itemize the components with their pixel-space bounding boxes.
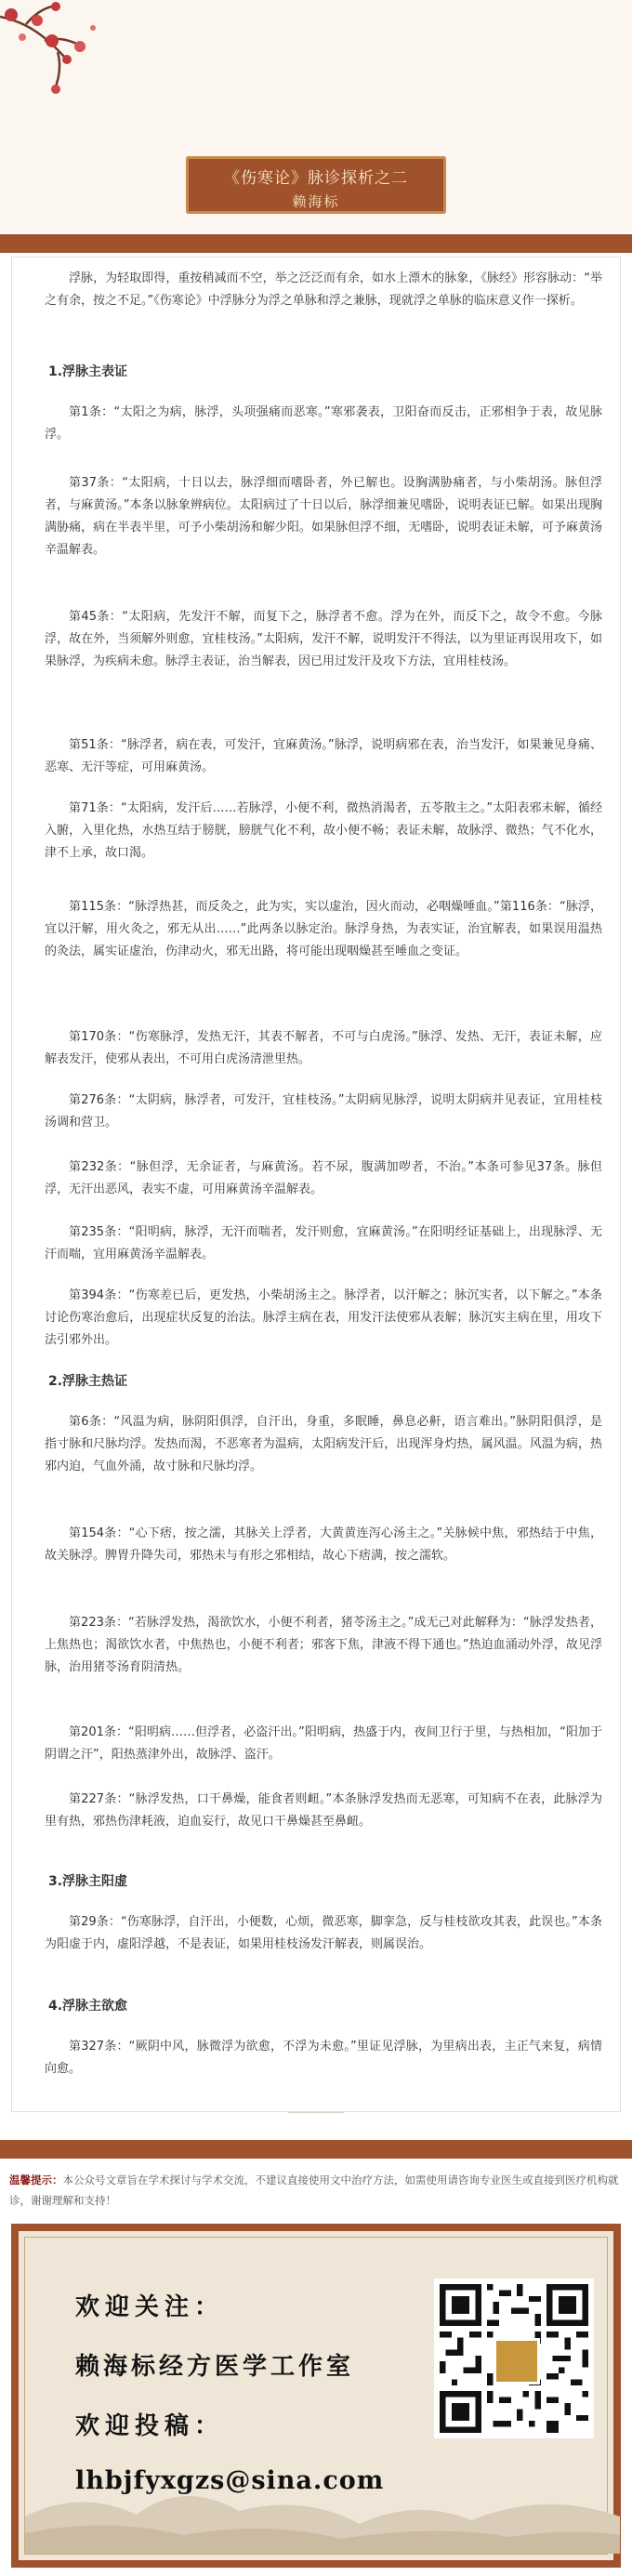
paragraph: 第276条：“太阴病，脉浮者，可发汗，宜桂枝汤。”太阴病见脉浮，说明太阴病并见表证，宜用桂枝汤调和营卫。 bbox=[45, 1093, 602, 1129]
paragraph: 第223条：“若脉浮发热，渴欲饮水，小便不利者，猪苓汤主之。”成无己对此解释为：“脉浮发热者，上焦热也；渴欲饮水者，中焦热也，小便不利者；邪客下焦，津液不得下通也。”热迫血涌动外浮，故见浮脉，治用猪苓汤育阴清热。 bbox=[45, 1616, 602, 1674]
paragraph: 第29条：“伤寒脉浮，自汗出，小便数，心烦，微恶寒，脚挛急，反与桂枝欲攻其表，此误也。”本条为阳虚于内，虚阳浮越，不是表证，如果用桂枝汤发汗解表，则属误治。 bbox=[45, 1915, 602, 1951]
section-heading: 4.浮脉主欲愈 bbox=[48, 1999, 128, 2014]
qr-center-logo bbox=[494, 2338, 540, 2384]
paragraph: 第201条：“阳明病……但浮者，必盗汗出。”阳明病，热盛于内，夜间卫行于里，与热相加，“阳加于阴谓之汗”，阳热蒸津外出，故脉浮、盗汗。 bbox=[45, 1725, 602, 1762]
paragraph: 第235条：“阳明病，脉浮，无汗而喘者，发汗则愈，宜麻黄汤。”在阳明经证基础上，出现脉浮、无汗而喘，宜用麻黄汤辛温解表。 bbox=[45, 1225, 602, 1262]
notice bbox=[9, 2170, 623, 2211]
paragraph: 浮脉，为轻取即得，重按稍减而不空，举之泛泛而有余，如水上漂木的脉象，《脉经》形容脉动：“举之有余，按之不足。”《伤寒论》中浮脉分为浮之单脉和浮之兼脉，现就浮之单脉的临床意义作一探析。 bbox=[45, 271, 602, 308]
paragraph: 第71条：“太阳病，发汗后……若脉浮，小便不利，微热消渴者，五苓散主之。”太阳表邪未解，循经入腑，入里化热，水热互结于膀胱，膀胱气化不利，故小便不畅；表证未解，故脉浮、微热；气不化水，津不上承，故口渴。 bbox=[45, 801, 602, 860]
paragraph: 第45条：“太阳病，先发汗不解，而复下之，脉浮者不愈。浮为在外，而反下之，故令不愈。今脉浮，故在外，当须解外则愈，宜桂枝汤。”太阳病，发汗不解，说明发汗不得法，以为里证再误用攻下，如果脉浮，为疾病未愈。脉浮主表证，治当解表，因已用过发汗及攻下方法，宜用桂枝汤。 bbox=[45, 610, 602, 668]
qr-code-icon bbox=[434, 2279, 594, 2438]
paragraph: 第154条：“心下痞，按之濡，其脉关上浮者，大黄黄连泻心汤主之。”关脉候中焦，邪热结于中焦，故关脉浮。脾胃升降失司，邪热未与有形之邪相结，故心下痞满，按之濡软。 bbox=[45, 1526, 602, 1563]
paragraph: 第6条：“风温为病，脉阴阳俱浮，自汗出，身重，多眠睡，鼻息必鼾，语言难出。”脉阴阳俱浮，是指寸脉和尺脉均浮。发热而渴，不恶寒者为温病，太阳病发汗后，出现浑身灼热，属风温。风温为病，热邪内迫，气血外涌，故寸脉和尺脉均浮。 bbox=[45, 1415, 602, 1473]
paragraph: 第227条：“脉浮发热，口干鼻燥，能食者则衄。”本条脉浮发热而无恶寒，可知病不在表，此脉浮为里有热，邪热伤津耗液，迫血妄行，故见口干鼻燥甚至鼻衄。 bbox=[45, 1792, 602, 1829]
footer-studio-name: 赖海标经方医学工作室 bbox=[75, 2353, 355, 2381]
footer-submit-label: 欢迎投稿： bbox=[75, 2412, 225, 2440]
footer-banner bbox=[11, 2224, 621, 2568]
paragraph: 第232条：“脉但浮，无余证者，与麻黄汤。若不尿，腹满加哕者，不治。”本条可参见37条。脉但浮，无汗出恶风，表实不虚，可用麻黄汤辛温解表。 bbox=[45, 1160, 602, 1196]
footer-frame bbox=[24, 2237, 608, 2555]
paragraph: 第1条：“太阳之为病，脉浮，头项强痛而恶寒。”寒邪袭表，卫阳奋而反击，正邪相争于表，故见脉浮。 bbox=[45, 405, 602, 442]
notice-label: 温馨提示： bbox=[9, 2173, 63, 2186]
bottom-divider-band bbox=[0, 2140, 632, 2159]
mountain-ink-icon bbox=[25, 2442, 620, 2554]
footer-follow-label: 欢迎关注： bbox=[75, 2293, 225, 2321]
paragraph: 第37条：“太阳病，十日以去，脉浮细而嗜卧者，外已解也。设胸满胁痛者，与小柴胡汤。脉但浮者，与麻黄汤。”本条以脉象辨病位。太阳病过了十日以后，脉浮细兼见嗜卧，说明表证已解。如果出现胸满胁痛，病在半表半里，可予小柴胡汤和解少阳。如果脉但浮不细，无嗜卧，说明表证未解，可予麻黄汤辛温解表。 bbox=[45, 476, 602, 557]
paragraph: 第327条：“厥阴中风，脉微浮为欲愈，不浮为未愈。”里证见浮脉，为里病出表，主正气来复，病情向愈。 bbox=[45, 2040, 602, 2076]
section-heading: 2.浮脉主热证 bbox=[48, 1374, 128, 1389]
paragraph: 第51条：“脉浮者，病在表，可发汗，宜麻黄汤。”脉浮，说明病邪在表，治当发汗，如果兼见身痛、恶寒、无汗等症，可用麻黄汤。 bbox=[45, 738, 602, 774]
section-heading: 1.浮脉主表证 bbox=[48, 364, 128, 379]
author-name: 赖海标 bbox=[292, 193, 340, 210]
footer-email: lhbjfyxgzs@sina.com bbox=[75, 2466, 385, 2495]
notice-text: 本公众号文章旨在学术探讨与学术交流，不建议直接使用文中治疗方法，如需使用请咨询专业医生或直接到医疗机构就诊，谢谢理解和支持！ bbox=[9, 2173, 619, 2207]
paragraph: 第115条：“脉浮热甚，而反灸之，此为实，实以虚治，因火而动，必咽燥唾血。”第116条：“脉浮，宜以汗解，用火灸之，邪无从出……”此两条以脉定治。脉浮身热，为表实证，治宜解表，如果误用温热的灸法，属实证虚治，伤津动火，邪无出路，将可能出现咽燥甚至唾血之变证。 bbox=[45, 900, 602, 958]
page-title: 《伤寒论》脉诊探析之二 bbox=[224, 169, 408, 188]
paragraph: 第394条：“伤寒差已后，更发热，小柴胡汤主之。脉浮者，以汗解之；脉沉实者，以下解之。”本条讨论伤寒治愈后，出现症状反复的治法。脉浮主病在表，用发汗法使邪从表解；脉沉实主病在里，用攻下法引邪外出。 bbox=[45, 1288, 602, 1347]
paragraph: 第170条：“伤寒脉浮，发热无汗，其表不解者，不可与白虎汤。”脉浮、发热、无汗，表证未解，应解表发汗，使邪从表出，不可用白虎汤清泄里热。 bbox=[45, 1030, 602, 1066]
section-heading: 3.浮脉主阳虚 bbox=[48, 1874, 128, 1889]
card-bottom-edge bbox=[288, 2103, 344, 2113]
